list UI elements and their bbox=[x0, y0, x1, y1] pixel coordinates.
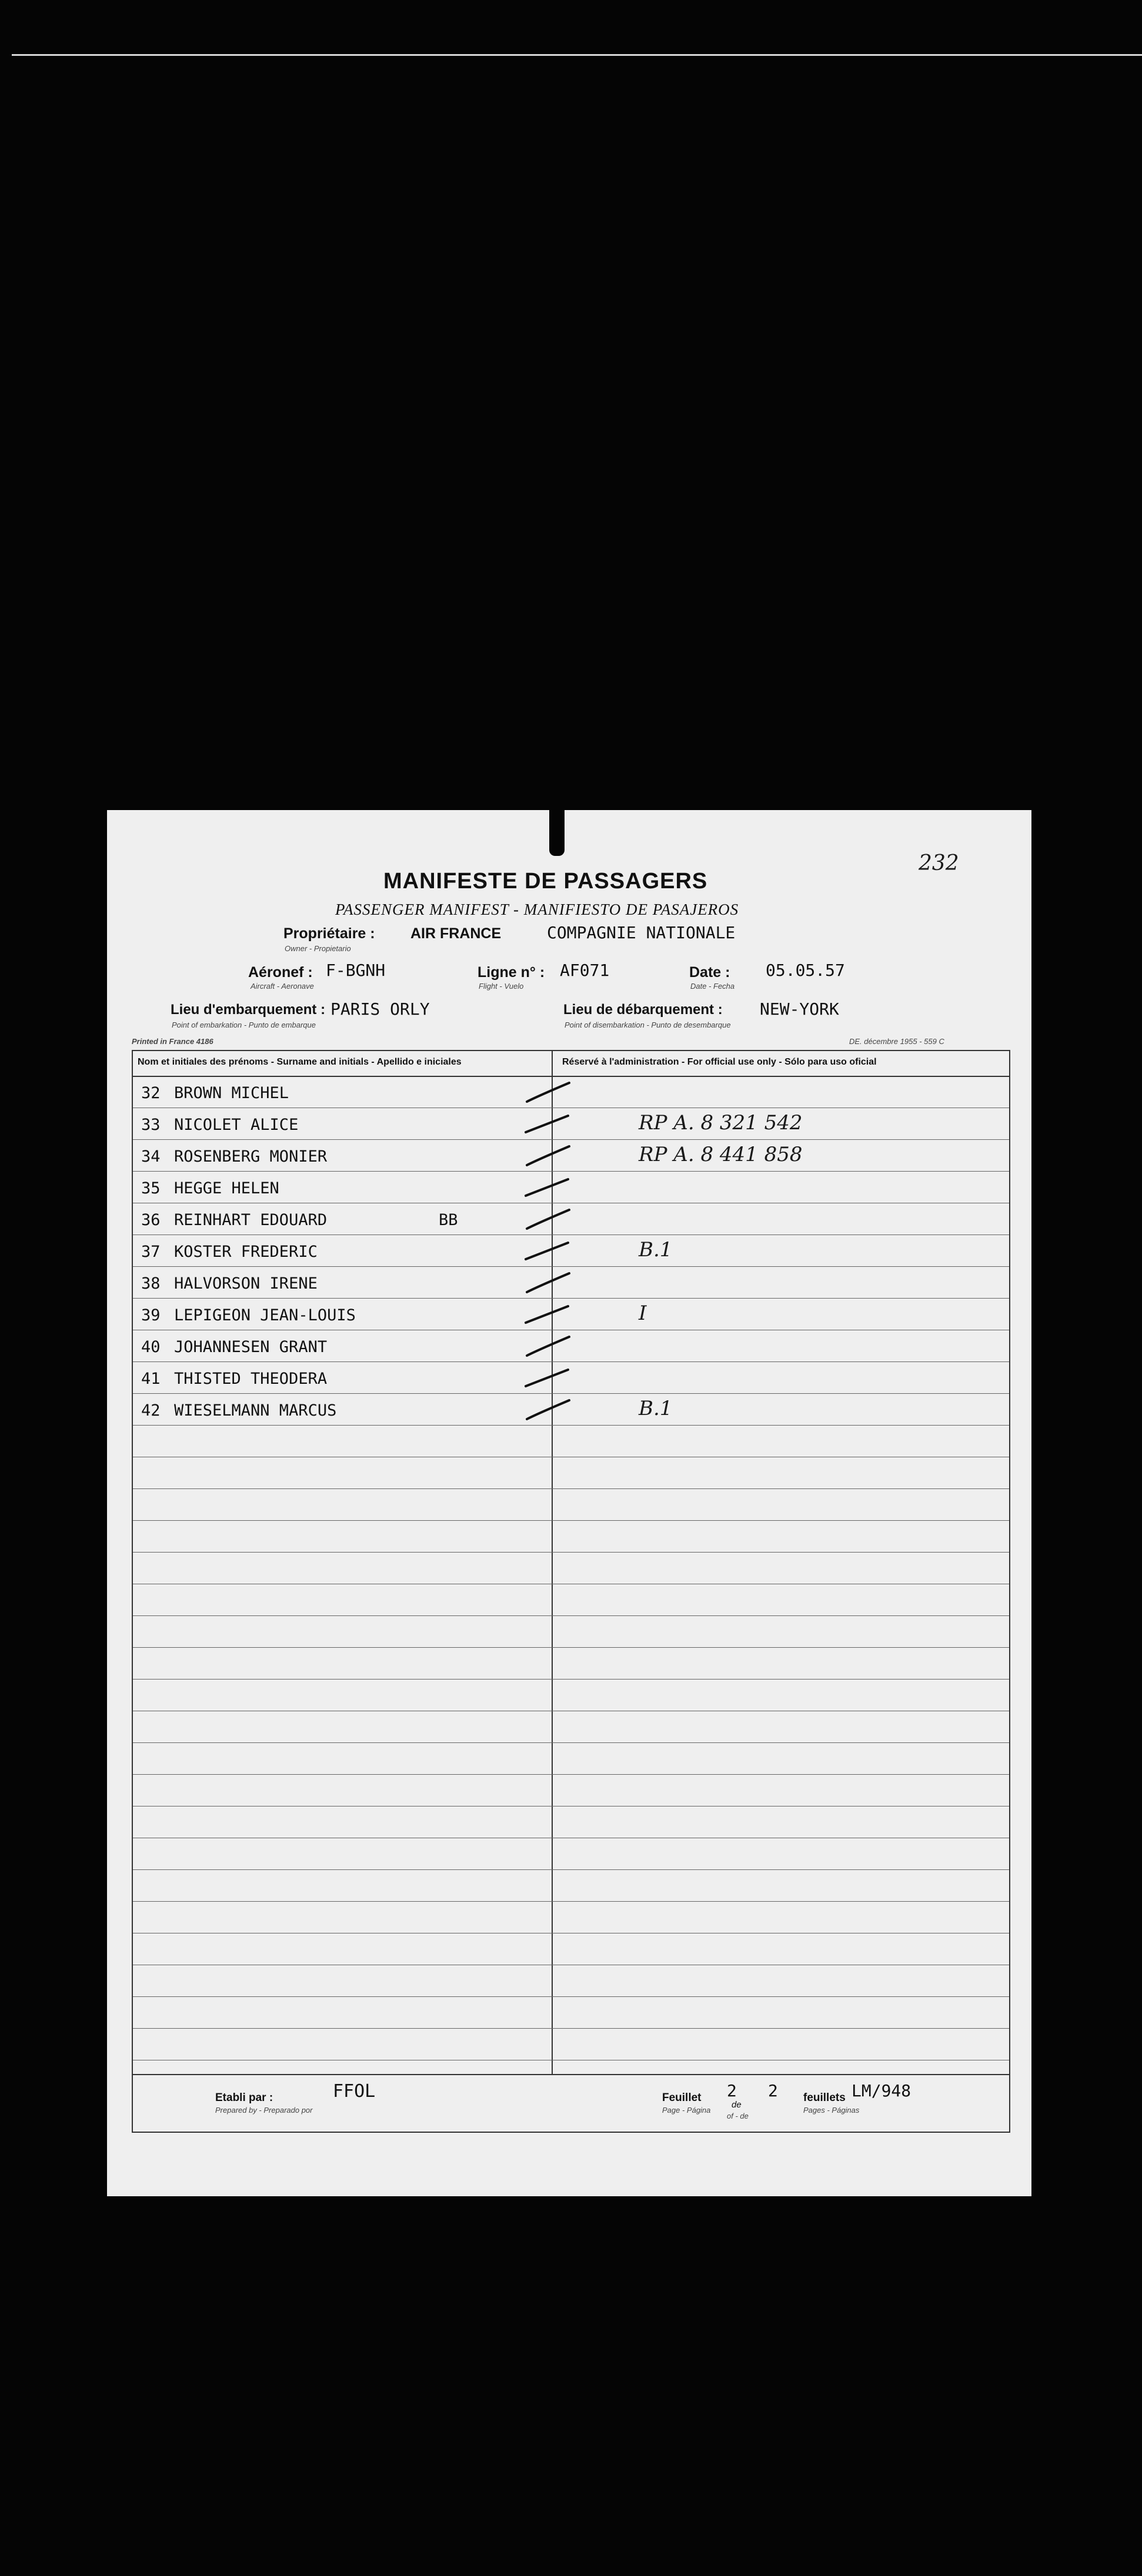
manifest-footer bbox=[132, 2073, 1010, 2133]
table-row bbox=[133, 1298, 1009, 1330]
row-rule bbox=[133, 1679, 1009, 1680]
passenger-extra-mark: BB bbox=[439, 1211, 458, 1229]
aircraft-sub: Aircraft - Aeronave bbox=[251, 982, 314, 991]
check-mark-icon bbox=[521, 1110, 574, 1139]
passenger-name: HEGGE HELEN bbox=[174, 1179, 279, 1197]
disembarkation-value: NEW-YORK bbox=[760, 999, 839, 1019]
passenger-number: 41 bbox=[141, 1370, 161, 1388]
owner-sub: Owner - Propietario bbox=[285, 944, 351, 953]
check-mark-icon bbox=[521, 1364, 574, 1393]
aircraft-label: Aéronef : bbox=[248, 964, 313, 981]
passenger-name: WIESELMANN MARCUS bbox=[174, 1401, 337, 1420]
row-rule bbox=[133, 1869, 1009, 1870]
passenger-name: LEPIGEON JEAN-LOUIS bbox=[174, 1306, 356, 1324]
prepared-label: Etabli par : bbox=[215, 2092, 273, 2104]
official-note: B.1 bbox=[639, 1397, 673, 1420]
check-mark-icon bbox=[521, 1396, 574, 1425]
row-rule bbox=[133, 1774, 1009, 1775]
sheets-label: feuillets bbox=[803, 2092, 846, 2104]
printed-note: Printed in France 4186 bbox=[132, 1037, 213, 1046]
manifest-sheet bbox=[107, 810, 1031, 2196]
table-row bbox=[133, 1139, 1009, 1171]
passenger-number: 38 bbox=[141, 1274, 161, 1293]
passenger-name: NICOLET ALICE bbox=[174, 1116, 299, 1134]
owner-typed: COMPAGNIE NATIONALE bbox=[547, 923, 736, 942]
table-row bbox=[133, 1361, 1009, 1393]
table-row bbox=[133, 1393, 1009, 1425]
passenger-table bbox=[132, 1050, 1010, 2075]
table-row bbox=[133, 1171, 1009, 1203]
check-mark-icon bbox=[521, 1300, 574, 1330]
date-value: 05.05.57 bbox=[766, 961, 845, 980]
passenger-number: 40 bbox=[141, 1338, 161, 1356]
passenger-number: 32 bbox=[141, 1084, 161, 1102]
row-rule bbox=[133, 1647, 1009, 1648]
prepared-sub: Prepared by - Preparado por bbox=[215, 2106, 313, 2115]
staple-shadow bbox=[549, 810, 565, 856]
official-note: B.1 bbox=[639, 1238, 673, 1262]
flight-value: AF071 bbox=[560, 961, 610, 980]
table-header bbox=[133, 1051, 1009, 1077]
table-row bbox=[133, 1076, 1009, 1108]
embarkation-label: Lieu d'embarquement : bbox=[171, 1002, 326, 1018]
sheet-value: 2 bbox=[727, 2081, 737, 2100]
passenger-name: REINHART EDOUARD bbox=[174, 1211, 328, 1229]
passenger-number: 42 bbox=[141, 1401, 161, 1420]
check-mark-icon bbox=[521, 1078, 574, 1108]
passenger-number: 35 bbox=[141, 1179, 161, 1197]
row-rule bbox=[133, 1488, 1009, 1489]
aircraft-value: F-BGNH bbox=[326, 961, 386, 980]
passenger-name: HALVORSON IRENE bbox=[174, 1274, 318, 1293]
row-rule bbox=[133, 1425, 1009, 1426]
passenger-number: 33 bbox=[141, 1116, 161, 1134]
row-rule bbox=[133, 1996, 1009, 1997]
film-edge-line bbox=[12, 54, 1142, 56]
disembarkation-sub: Point of disembarkation - Punto de desembarque bbox=[565, 1021, 731, 1029]
reference-number: LM/948 bbox=[852, 2081, 911, 2100]
of-sub: of - de bbox=[727, 2112, 749, 2120]
official-column-header: Réservé à l'administration - For official use only - Sólo para uso oficial bbox=[562, 1057, 877, 1067]
embarkation-value: PARIS ORLY bbox=[330, 999, 430, 1019]
owner-value: AIR FRANCE bbox=[410, 925, 502, 942]
manifest-title: MANIFESTE DE PASSAGERS bbox=[383, 869, 708, 894]
sheet-label: Feuillet bbox=[662, 2092, 702, 2104]
row-rule bbox=[133, 1901, 1009, 1902]
flight-label: Ligne n° : bbox=[477, 964, 545, 981]
official-note: I bbox=[639, 1302, 647, 1325]
page-number: 232 bbox=[919, 851, 959, 875]
disembarkation-label: Lieu de débarquement : bbox=[563, 1002, 723, 1018]
passenger-number: 39 bbox=[141, 1306, 161, 1324]
check-mark-icon bbox=[521, 1332, 574, 1361]
passenger-name: BROWN MICHEL bbox=[174, 1084, 289, 1102]
table-row bbox=[133, 1108, 1009, 1139]
prepared-value: FFOL bbox=[333, 2081, 376, 2102]
check-mark-icon bbox=[521, 1173, 574, 1203]
manifest-subtitle: PASSENGER MANIFEST - MANIFIESTO DE PASAJEROS bbox=[335, 901, 739, 918]
date-sub: Date - Fecha bbox=[690, 982, 735, 991]
passenger-number: 34 bbox=[141, 1148, 161, 1166]
table-row bbox=[133, 1266, 1009, 1298]
passenger-name: ROSENBERG MONIER bbox=[174, 1148, 328, 1166]
check-mark-icon bbox=[521, 1205, 574, 1235]
table-row bbox=[133, 1203, 1009, 1235]
flight-sub: Flight - Vuelo bbox=[479, 982, 524, 991]
row-rule bbox=[133, 2028, 1009, 2029]
check-mark-icon bbox=[521, 1237, 574, 1266]
table-row bbox=[133, 1330, 1009, 1361]
row-rule bbox=[133, 1552, 1009, 1553]
date-label: Date : bbox=[689, 964, 730, 981]
owner-label: Propriétaire : bbox=[283, 925, 375, 942]
passenger-number: 37 bbox=[141, 1243, 161, 1261]
of-value: 2 bbox=[768, 2081, 778, 2100]
of-label: de bbox=[732, 2100, 742, 2110]
table-row bbox=[133, 1235, 1009, 1266]
sheet-sub: Page - Página bbox=[662, 2106, 711, 2115]
row-rule bbox=[133, 1520, 1009, 1521]
check-mark-icon bbox=[521, 1269, 574, 1298]
passenger-name: JOHANNESEN GRANT bbox=[174, 1338, 328, 1356]
printer-code: DE. décembre 1955 - 559 C bbox=[849, 1037, 944, 1046]
official-note: RP A. 8 321 542 bbox=[639, 1111, 803, 1135]
row-rule bbox=[133, 1742, 1009, 1743]
embarkation-sub: Point of embarkation - Punto de embarque bbox=[172, 1021, 316, 1029]
sheets-sub: Pages - Páginas bbox=[803, 2106, 860, 2115]
official-note: RP A. 8 441 858 bbox=[639, 1143, 803, 1166]
check-mark-icon bbox=[521, 1142, 574, 1171]
passenger-number: 36 bbox=[141, 1211, 161, 1229]
passenger-name: KOSTER FREDERIC bbox=[174, 1243, 318, 1261]
names-column-header: Nom et initiales des prénoms - Surname and initials - Apellido e iniciales bbox=[138, 1057, 462, 1067]
row-rule bbox=[133, 1615, 1009, 1616]
passenger-name: THISTED THEODERA bbox=[174, 1370, 328, 1388]
